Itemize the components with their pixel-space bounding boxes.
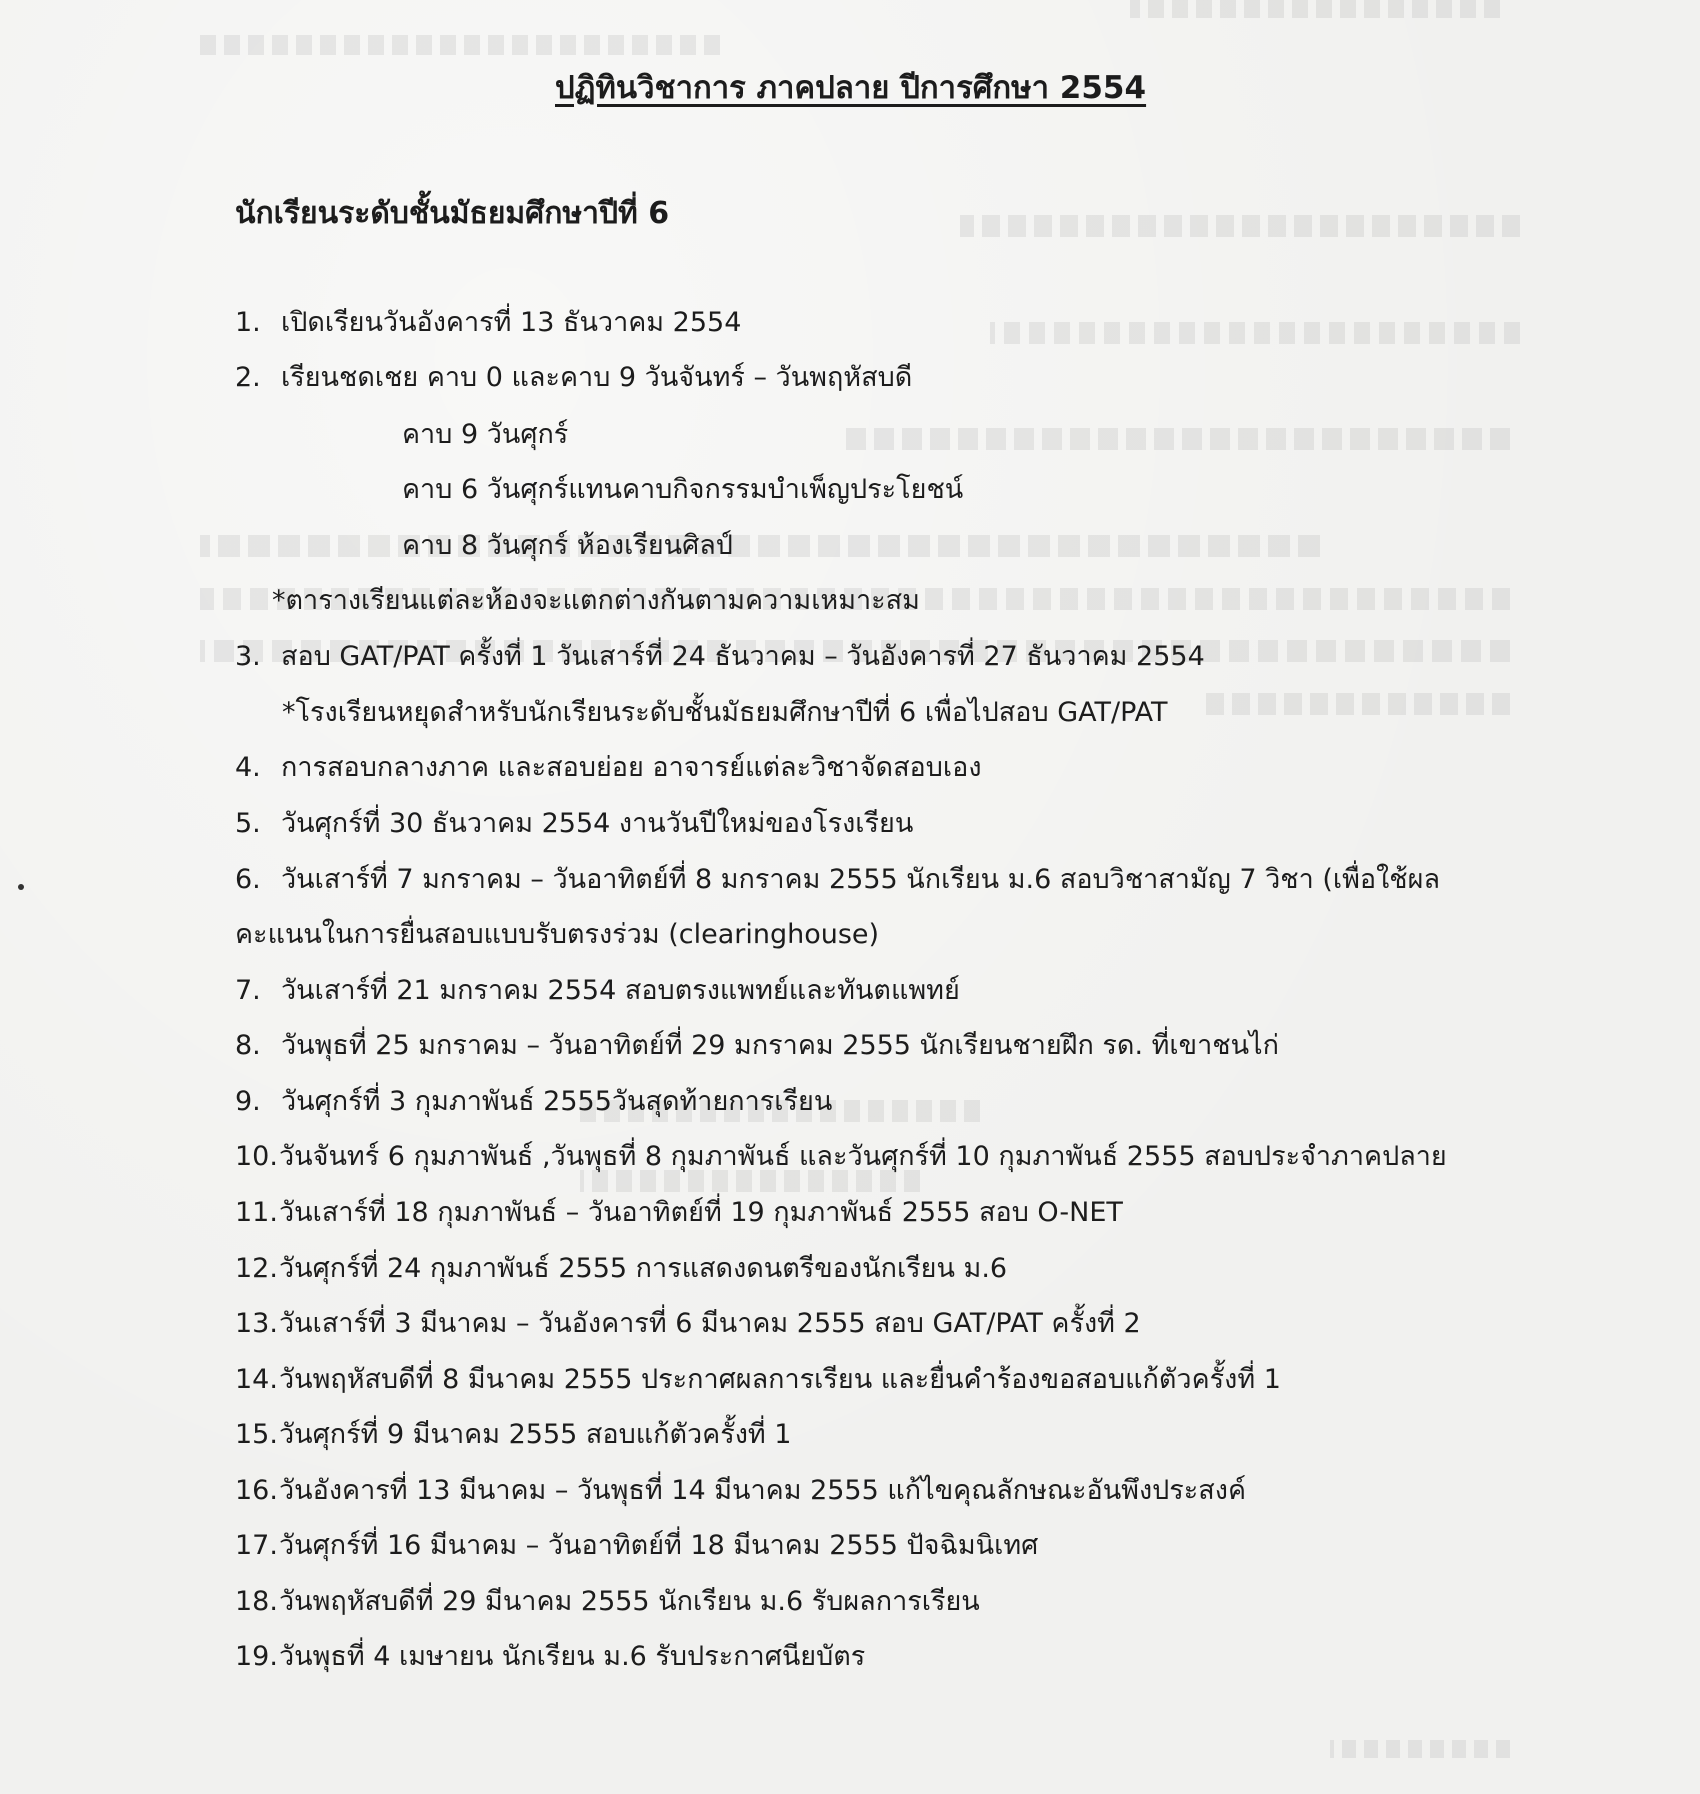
item-number: 11. [235, 1197, 278, 1228]
item-text: วันศุกร์ที่ 9 มีนาคม 2555 สอบแก้ตัวครั้งที่ 1 [279, 1419, 792, 1450]
list-item [235, 1640, 865, 1674]
item-number: 5. [235, 808, 261, 839]
list-item [402, 418, 568, 452]
item-text: วันเสาร์ที่ 21 มกราคม 2554 สอบตรงแพทย์และทันตแพทย์ [281, 975, 960, 1006]
item-text: วันศุกร์ที่ 24 กุมภาพันธ์ 2555 การแสดงดนตรีของนักเรียน ม.6 [279, 1253, 1008, 1284]
list-item [235, 1529, 1038, 1563]
list-item [235, 1196, 1123, 1230]
list-item [235, 1585, 980, 1619]
list-item [235, 807, 913, 841]
bleed-through-mark [990, 322, 1520, 344]
item-text: วันศุกร์ที่ 30 ธันวาคม 2554 งานวันปีใหม่ของโรงเรียน [281, 808, 914, 839]
list-item [235, 306, 741, 340]
item-number: 18. [235, 1586, 278, 1617]
item-text: เรียนชดเชย คาบ 0 และคาบ 9 วันจันทร์ – วันพฤหัสบดี [281, 362, 913, 393]
item-number: 17. [235, 1530, 278, 1561]
item-text: คาบ 9 วันศุกร์ [402, 419, 569, 450]
list-item [235, 1029, 1279, 1063]
item-number: 1. [235, 307, 261, 338]
list-item [235, 863, 1440, 897]
note-item [272, 584, 920, 618]
item-number: 8. [235, 1030, 261, 1061]
list-item [402, 473, 963, 507]
item-number: 10. [235, 1141, 278, 1172]
item-text: วันศุกร์ที่ 16 มีนาคม – วันอาทิตย์ที่ 18 มีนาคม 2555 ปัจฉิมนิเทศ [279, 1530, 1039, 1561]
item-number: 13. [235, 1308, 278, 1339]
list-item [235, 1363, 1281, 1397]
list-item [235, 1085, 832, 1119]
list-item [235, 1252, 1007, 1286]
item-number: 14. [235, 1364, 278, 1395]
item-number: 4. [235, 752, 261, 783]
item-text: สอบ GAT/PAT ครั้งที่ 1 วันเสาร์ที่ 24 ธันวาคม – วันอังคารที่ 27 ธันวาคม 2554 [281, 641, 1205, 672]
list-item [235, 974, 960, 1008]
item-number: 12. [235, 1253, 278, 1284]
item-text: คาบ 8 วันศุกร์ ห้องเรียนศิลป์ [402, 530, 733, 561]
item-text: วันเสาร์ที่ 3 มีนาคม – วันอังคารที่ 6 มีนาคม 2555 สอบ GAT/PAT ครั้งที่ 2 [279, 1308, 1141, 1339]
item-text: วันอังคารที่ 13 มีนาคม – วันพุธที่ 14 มีนาคม 2555 แก้ไขคุณลักษณะอันพึงประสงค์ [279, 1475, 1247, 1506]
scan-speck [18, 884, 24, 890]
list-item [235, 1474, 1246, 1508]
list-item [235, 1418, 792, 1452]
document-subtitle: นักเรียนระดับชั้นมัธยมศึกษาปีที่ 6 [235, 196, 670, 231]
list-item [402, 529, 733, 563]
bleed-through-mark [1130, 0, 1500, 18]
item-number: 7. [235, 975, 261, 1006]
item-text: การสอบกลางภาค และสอบย่อย อาจารย์แต่ละวิชาจัดสอบเอง [281, 752, 982, 783]
list-item [235, 640, 1205, 674]
document-title: ปฏิทินวิชาการ ภาคปลาย ปีการศึกษา 2554 [555, 70, 1147, 106]
item-text: คาบ 6 วันศุกร์แทนคาบกิจกรรมบำเพ็ญประโยชน์ [402, 474, 964, 505]
bleed-through-mark [200, 535, 1320, 557]
list-item [235, 751, 982, 785]
item-text: วันพุธที่ 25 มกราคม – วันอาทิตย์ที่ 29 มกราคม 2555 นักเรียนชายฝึก รด. ที่เขาชนไก่ [281, 1030, 1279, 1061]
note-item [282, 696, 1168, 730]
item-number: 15. [235, 1419, 278, 1450]
item-text: วันพฤหัสบดีที่ 29 มีนาคม 2555 นักเรียน ม.6 รับผลการเรียน [279, 1586, 980, 1617]
item-number: 6. [235, 864, 261, 895]
item-text: คะแนนในการยื่นสอบแบบรับตรงร่วม (clearinghouse) [235, 919, 880, 950]
item-text: วันพุธที่ 4 เมษายน นักเรียน ม.6 รับประกาศนียบัตร [279, 1641, 866, 1672]
item-text: วันศุกร์ที่ 3 กุมภาพันธ์ 2555วันสุดท้ายการเรียน [281, 1086, 833, 1117]
item-number: 16. [235, 1475, 278, 1506]
bleed-through-mark [200, 35, 720, 55]
bleed-through-mark [1330, 1740, 1510, 1758]
item-number: 9. [235, 1086, 261, 1117]
item-number: 3. [235, 641, 261, 672]
item-number: 19. [235, 1641, 278, 1672]
list-item [235, 1307, 1141, 1341]
item-text: วันจันทร์ 6 กุมภาพันธ์ ,วันพุธที่ 8 กุมภาพันธ์ และวันศุกร์ที่ 10 กุมภาพันธ์ 2555 สอบประจำภาคปลาย [279, 1141, 1447, 1172]
bleed-through-mark [1200, 693, 1510, 715]
list-item [235, 1140, 1447, 1174]
bleed-through-mark [840, 428, 1510, 450]
item-text: เปิดเรียนวันอังคารที่ 13 ธันวาคม 2554 [281, 307, 742, 338]
bleed-through-mark [960, 215, 1520, 237]
item-text: *ตารางเรียนแต่ละห้องจะแตกต่างกันตามความเหมาะสม [272, 585, 920, 616]
item-text: วันเสาร์ที่ 7 มกราคม – วันอาทิตย์ที่ 8 มกราคม 2555 นักเรียน ม.6 สอบวิชาสามัญ 7 วิชา (เพื่อใช้ผล [281, 864, 1440, 895]
item-text: *โรงเรียนหยุดสำหรับนักเรียนระดับชั้นมัธยมศึกษาปีที่ 6 เพื่อไปสอบ GAT/PAT [282, 697, 1168, 728]
item-number: 2. [235, 362, 261, 393]
item-text: วันพฤหัสบดีที่ 8 มีนาคม 2555 ประกาศผลการเรียน และยื่นคำร้องขอสอบแก้ตัวครั้งที่ 1 [279, 1364, 1281, 1395]
list-item [235, 361, 912, 395]
list-item-continuation [235, 918, 879, 952]
item-text: วันเสาร์ที่ 18 กุมภาพันธ์ – วันอาทิตย์ที่ 19 กุมภาพันธ์ 2555 สอบ O-NET [279, 1197, 1123, 1228]
